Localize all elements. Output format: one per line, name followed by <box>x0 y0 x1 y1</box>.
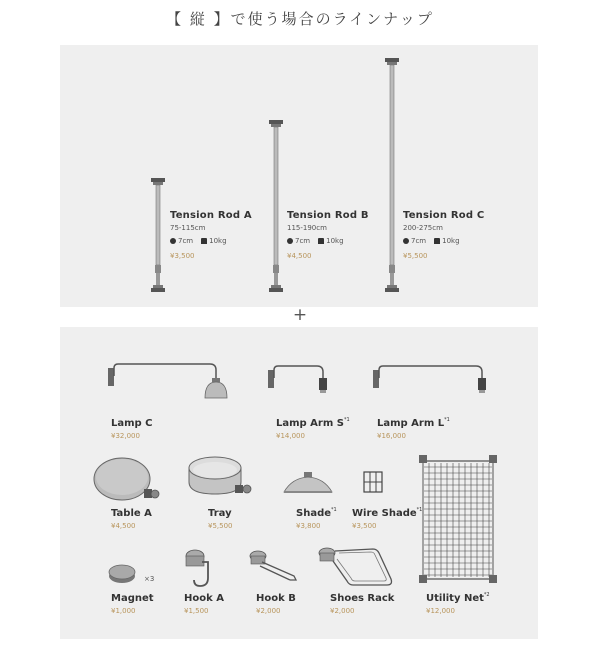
lamp-c-name: Lamp C <box>111 418 153 429</box>
lamp-c-illustration[interactable] <box>105 360 230 405</box>
shade-name: Shade$^{*1}$ <box>296 507 337 519</box>
table-a-illustration[interactable] <box>92 457 164 505</box>
diameter-icon <box>403 238 409 244</box>
table-a-price: ¥4,500 <box>111 522 136 530</box>
hook-a-price: ¥1,500 <box>184 607 209 615</box>
tension-rod-c-illustration[interactable] <box>382 58 402 298</box>
lamp-arm-s-name: Lamp Arm $S^{*1}$ <box>276 417 350 429</box>
rod-a-price: ¥3,500 <box>170 252 195 260</box>
rod-c-load: 10kg <box>442 237 460 245</box>
shade-illustration[interactable] <box>282 470 334 496</box>
utility-net-illustration[interactable] <box>418 453 498 587</box>
magnet-quantity: ×3 <box>144 575 155 583</box>
tension-rod-panel <box>60 45 538 307</box>
rod-b-name: Tension Rod B <box>287 210 369 221</box>
wire-shade-illustration[interactable] <box>362 470 386 496</box>
rod-a-diameter: 7cm <box>178 237 194 245</box>
lamp-arm-s-price: ¥14,000 <box>276 432 305 440</box>
tray-illustration[interactable] <box>185 454 257 502</box>
weight-icon <box>318 238 324 244</box>
tension-rod-b-illustration[interactable] <box>266 120 286 298</box>
rod-a-specs <box>170 237 227 245</box>
rod-c-diameter: 7cm <box>411 237 427 245</box>
shoes-rack-illustration[interactable] <box>315 545 395 589</box>
utility-net-price: ¥12,000 <box>426 607 455 615</box>
rod-a-load: 10kg <box>209 237 227 245</box>
hook-b-name: Hook B <box>256 593 296 604</box>
magnet-price: ¥1,000 <box>111 607 136 615</box>
rod-b-specs <box>287 237 344 245</box>
rod-c-price: ¥5,500 <box>403 252 428 260</box>
rod-c-range: 200-275cm <box>403 224 443 232</box>
diameter-icon <box>287 238 293 244</box>
lamp-arm-l-illustration[interactable] <box>370 362 495 398</box>
shoes-rack-price: ¥2,000 <box>330 607 355 615</box>
utility-net-name: Utility Net$^{*2}$ <box>426 592 490 604</box>
shoes-rack-name: Shoes Rack <box>330 593 395 604</box>
tray-name: Tray <box>208 508 232 519</box>
tension-rod-a-illustration[interactable] <box>148 178 168 298</box>
weight-icon <box>434 238 440 244</box>
rod-b-price: ¥4,500 <box>287 252 312 260</box>
hook-b-illustration[interactable] <box>246 546 302 586</box>
lamp-arm-l-price: ¥16,000 <box>377 432 406 440</box>
page-title: 【 縦 】で使う場合のラインナップ <box>166 10 434 28</box>
rod-c-specs <box>403 237 460 245</box>
rod-b-diameter: 7cm <box>295 237 311 245</box>
weight-icon <box>201 238 207 244</box>
hook-b-price: ¥2,000 <box>256 607 281 615</box>
magnet-name: Magnet <box>111 593 154 604</box>
rod-b-range: 115-190cm <box>287 224 327 232</box>
shade-price: ¥3,800 <box>296 522 321 530</box>
plus-sign: + <box>292 305 308 325</box>
wire-shade-name: Wire Shade$^{*1}$ <box>352 507 423 519</box>
wire-shade-price: ¥3,500 <box>352 522 377 530</box>
tray-price: ¥5,500 <box>208 522 233 530</box>
rod-a-name: Tension Rod A <box>170 210 252 221</box>
table-a-name: Table A <box>111 508 152 519</box>
rod-b-load: 10kg <box>326 237 344 245</box>
rod-c-name: Tension Rod C <box>403 210 485 221</box>
magnet-illustration[interactable] <box>108 560 146 586</box>
lamp-arm-s-illustration[interactable] <box>265 362 335 398</box>
diameter-icon <box>170 238 176 244</box>
hook-a-name: Hook A <box>184 593 224 604</box>
hook-a-illustration[interactable] <box>180 548 220 590</box>
rod-a-range: 75-115cm <box>170 224 206 232</box>
lamp-arm-l-name: Lamp Arm $L^{*1}$ <box>377 417 450 429</box>
lamp-c-price: ¥32,000 <box>111 432 140 440</box>
